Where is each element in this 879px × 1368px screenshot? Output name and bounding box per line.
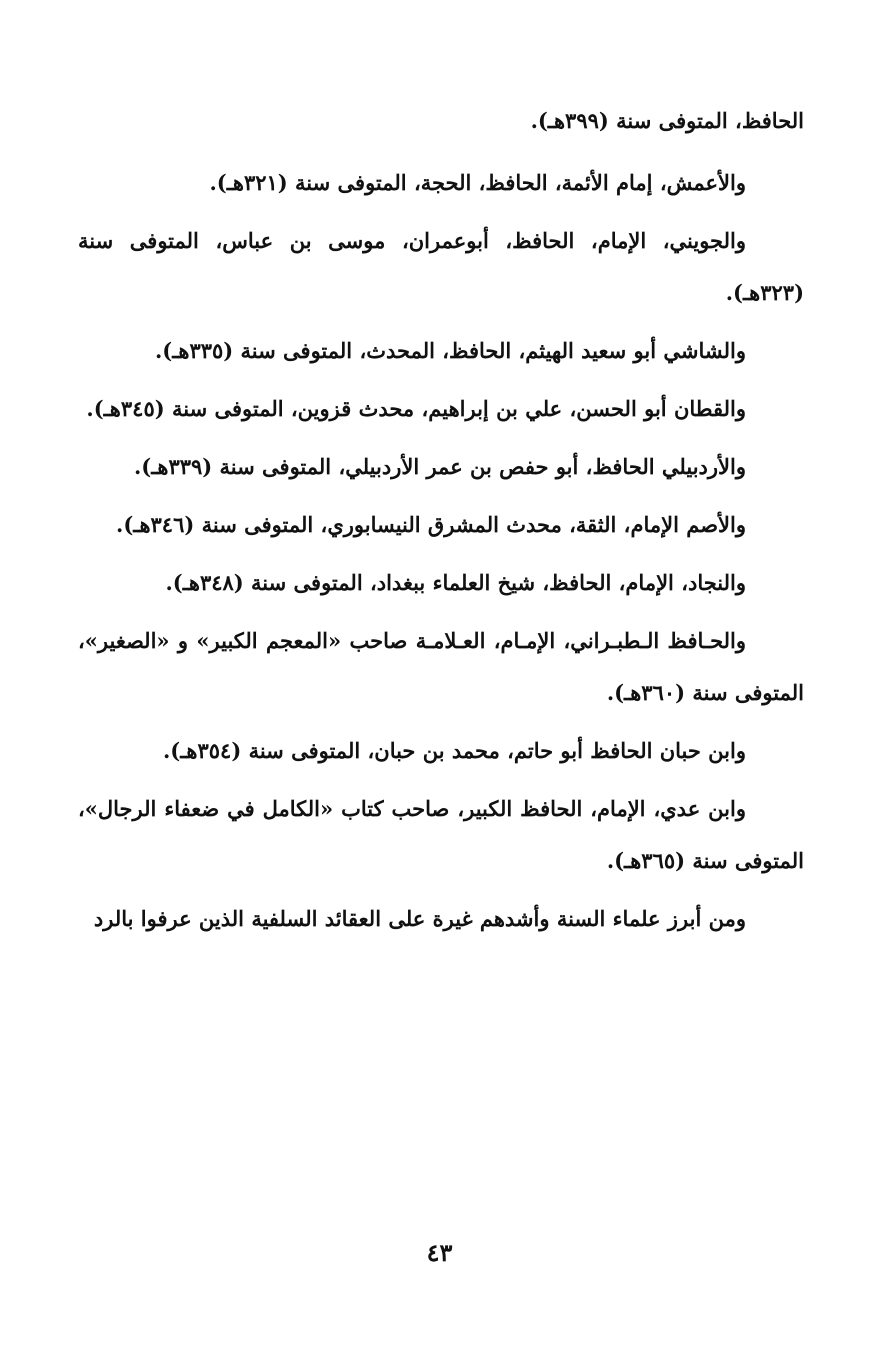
paragraph-5: والقطان أبو الحسن، علي بن إبراهيم، محدث قزوين، المتوفى سنة (٣٤٥هـ). [86,396,746,421]
paragraph-12: ومن أبرز علماء السنة وأشدهم غيرة على العقائد السلفية الذين عرفوا بالرد [93,906,746,931]
paragraph-11: وابن عدي، الإمام، الحافظ الكبير، صاحب كتاب «الكامل في ضعفاء الرجال»، المتوفى سنة (٣٦٥هـ). [78,796,804,873]
paragraph-7: والأصم الإمام، الثقة، محدث المشرق النيسابوري، المتوفى سنة (٣٤٦هـ). [116,512,746,537]
paragraph-1: الحافظ، المتوفى سنة (٣٩٩هـ). [530,108,804,133]
body-text [78,95,804,945]
paragraph-4: والشاشي أبو سعيد الهيثم، الحافظ، المحدث، المتوفى سنة (٣٣٥هـ). [154,338,746,363]
paragraph-6: والأردبيلي الحافظ، أبو حفص بن عمر الأردبيلي، المتوفى سنة (٣٣٩هـ). [133,454,746,479]
paragraph-9: والحـافظ الـطبـراني، الإمـام، العـلامـة صاحب «المعجم الكبير» و «الصغير»، المتوفى سنة (٣٦٠هـ). [78,628,804,705]
paragraph-2: والأعمش، إمام الأئمة، الحافظ، الحجة، المتوفى سنة (٣٢١هـ). [209,170,746,195]
paragraph-8: والنجاد، الإمام، الحافظ، شيخ العلماء ببغداد، المتوفى سنة (٣٤٨هـ). [165,570,746,595]
page-number: ٤٣ [426,1238,453,1267]
paragraph-3: والجويني، الإمام، الحافظ، أبوعمران، موسى بن عباس، المتوفى سنة (٣٢٣هـ). [78,228,804,305]
paragraph-10: وابن حبان الحافظ أبو حاتم، محمد بن حبان، المتوفى سنة (٣٥٤هـ). [163,738,746,763]
